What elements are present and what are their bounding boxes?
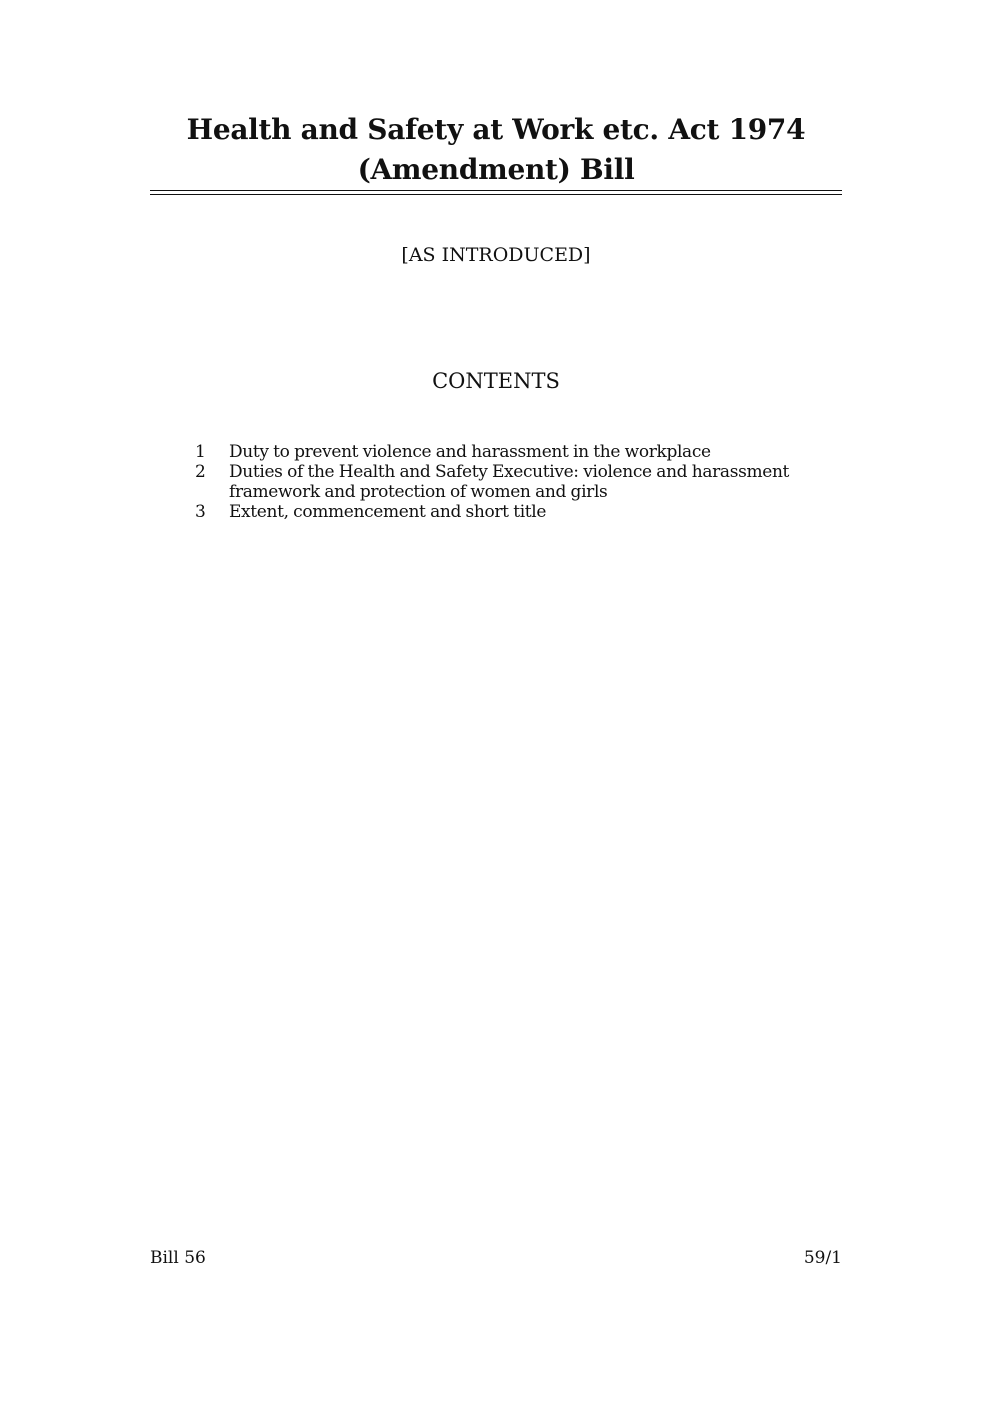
toc-item <box>195 502 855 522</box>
title-double-rule <box>150 190 842 195</box>
toc-item-number: 3 <box>195 502 206 522</box>
table-of-contents <box>195 442 855 522</box>
print-reference: 59/1 <box>803 1248 842 1268</box>
bill-title <box>150 110 842 190</box>
bill-title-line-2: (Amendment) Bill <box>357 153 635 186</box>
toc-item-text: Duty to prevent violence and harassment in the workplace <box>229 442 711 462</box>
toc-item-number: 1 <box>195 442 206 462</box>
toc-item-text: Extent, commencement and short title <box>229 502 547 522</box>
toc-item <box>195 442 855 462</box>
bill-number: Bill 56 <box>150 1248 206 1268</box>
bill-title-line-1: Health and Safety at Work etc. Act 1974 <box>186 113 806 146</box>
toc-item-text: Duties of the Health and Safety Executive: violence and harassment framework and protection of women and girls <box>229 462 790 502</box>
toc-item <box>195 462 855 502</box>
toc-item-number: 2 <box>195 462 206 482</box>
bill-stage: [AS INTRODUCED] <box>401 244 591 266</box>
contents-heading: CONTENTS <box>432 369 560 393</box>
